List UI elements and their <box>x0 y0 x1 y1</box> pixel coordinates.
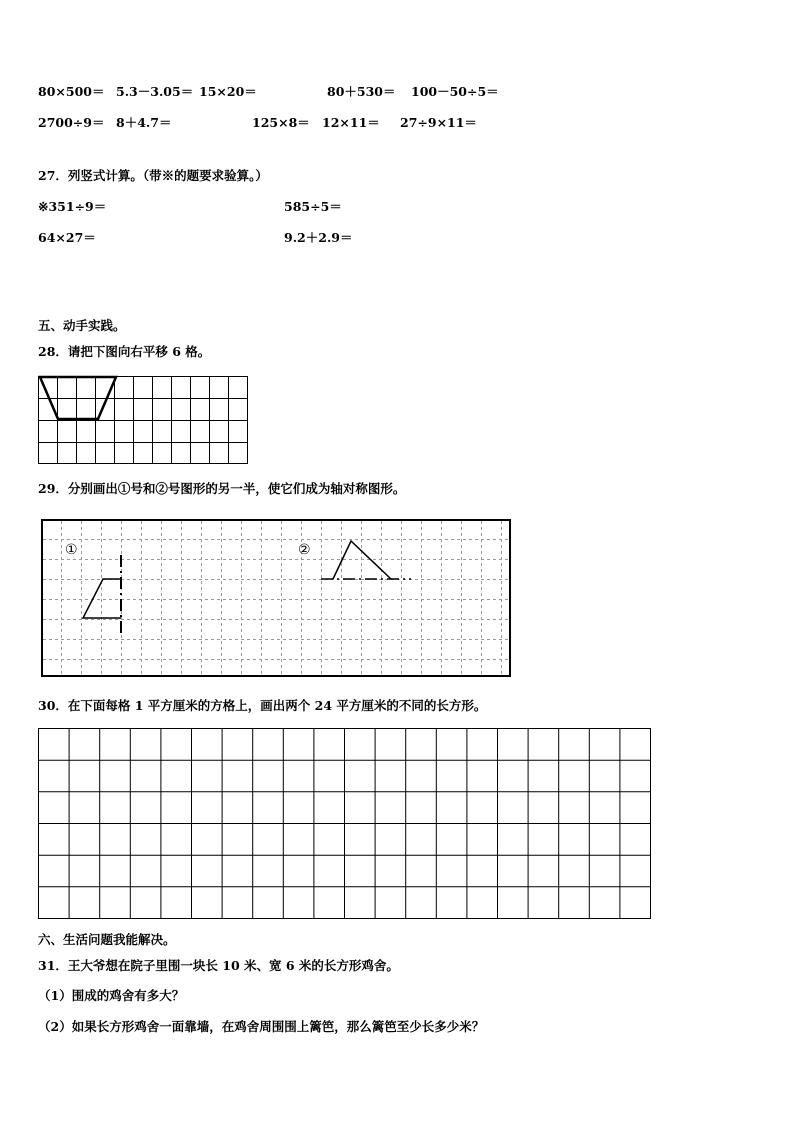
q31-sub-2: （2）如果长方形鸡舍一面靠墙，在鸡舍周围围上篱笆，那么篱笆至少长多少米？ <box>38 1019 485 1034</box>
q27-title: 27．列竖式计算。（带※的题要求验算。） <box>38 168 268 183</box>
calc-2-2: 8＋4.7＝ <box>116 115 172 130</box>
q30-grid <box>38 728 652 922</box>
calc-2-1: 2700÷9＝ <box>38 115 105 130</box>
q28-title: 28．请把下图向右平移 6 格。 <box>38 344 211 359</box>
calc-1-1: 80×500＝ <box>38 84 105 99</box>
calc-2-4: 12×11＝ <box>322 115 380 130</box>
calc-1-4: 80＋530＝ <box>327 84 396 99</box>
section-5-heading: 五、动手实践。 <box>38 318 126 333</box>
calc-1-5: 100－50÷5＝ <box>411 84 499 99</box>
q30-title: 30．在下面每格 1 平方厘米的方格上，画出两个 24 平方厘米的不同的长方形。 <box>38 698 487 713</box>
q27-item-4: 9.2＋2.9＝ <box>284 230 353 245</box>
figure-2-label: ② <box>298 542 311 558</box>
section-6-heading: 六、生活问题我能解决。 <box>38 932 176 947</box>
figure-1-label: ① <box>65 542 78 558</box>
q27-item-1: ※351÷9＝ <box>38 199 107 214</box>
q31-sub-1: （1）围成的鸡舍有多大？ <box>38 988 185 1003</box>
q29-title: 29．分别画出①号和②号图形的另一半，使它们成为轴对称图形。 <box>38 481 406 496</box>
calc-2-3: 125×8＝ <box>252 115 310 130</box>
calc-1-3: 15×20＝ <box>199 84 257 99</box>
calc-2-5: 27÷9×11＝ <box>400 115 477 130</box>
q28-grid <box>38 376 250 466</box>
q27-item-3: 64×27＝ <box>38 230 96 245</box>
q29-grid <box>41 519 513 679</box>
calc-1-2: 5.3－3.05＝ <box>116 84 194 99</box>
q31-title: 31．王大爷想在院子里围一块长 10 米、宽 6 米的长方形鸡舍。 <box>38 958 399 973</box>
q27-item-2: 585÷5＝ <box>284 199 342 214</box>
